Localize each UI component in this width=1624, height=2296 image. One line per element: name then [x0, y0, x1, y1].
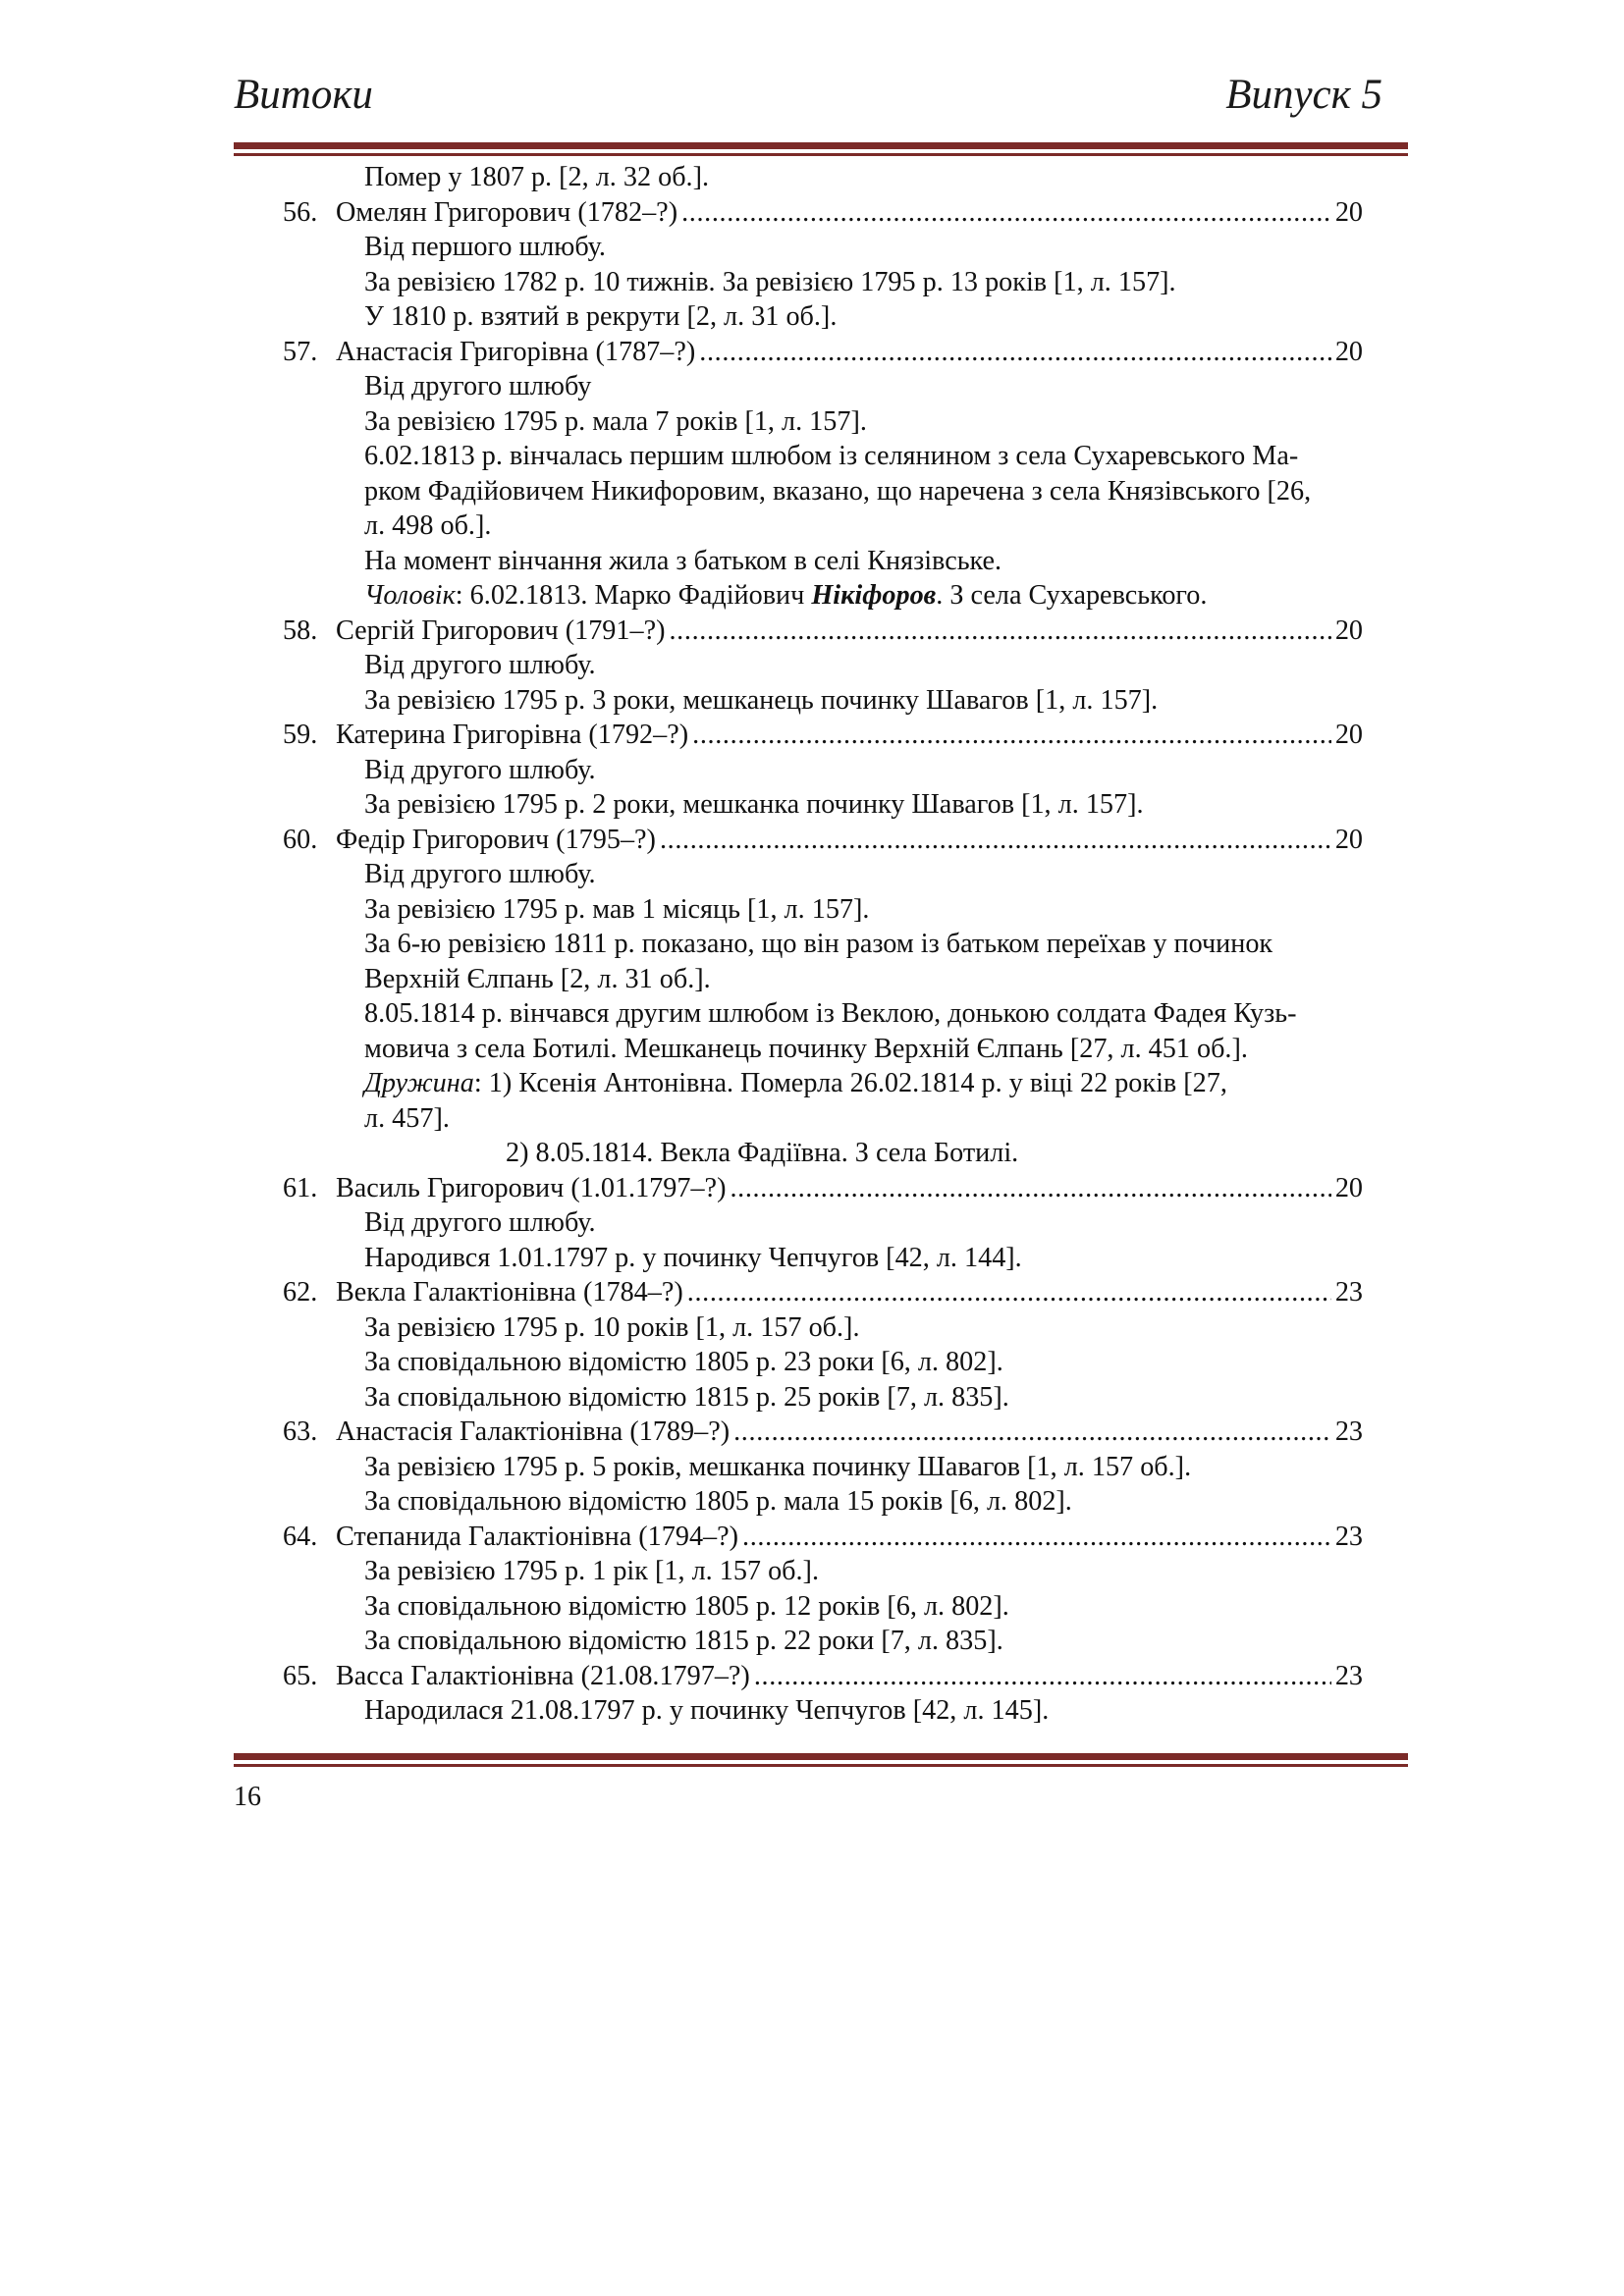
entry-number: 63. — [283, 1416, 318, 1447]
entry-line: Від другого шлюбу. — [364, 754, 596, 785]
entry-line: За 6-ю ревізією 1811 р. показано, що він разом із батьком переїхав у починок — [364, 929, 1273, 959]
entry-title: Анастасія Галактіонівна (1789–?) — [336, 1416, 731, 1447]
entry-line: л. 457]. — [364, 1102, 450, 1134]
entry-line: У 1810 р. взятий в рекрути [2, л. 31 об.]. — [364, 301, 838, 332]
entry-number: 65. — [283, 1660, 318, 1691]
entry-heading-59 — [283, 718, 1408, 753]
spouse-line — [283, 1066, 1408, 1101]
entry-page-ref: 23 — [1334, 1521, 1363, 1552]
entry-page-ref: 20 — [1334, 614, 1363, 646]
entry-line: 8.05.1814 р. вінчався другим шлюбом із Веклою, донькою солдата Фадея Кузь- — [364, 998, 1297, 1029]
entry-line: л. 498 об.]. — [364, 510, 492, 541]
entry-page-ref: 20 — [1334, 824, 1363, 855]
entry-line: За сповідальною відомістю 1805 р. 12 років [6, л. 802]. — [364, 1590, 1009, 1622]
entry-number: 58. — [283, 614, 318, 646]
entry-line: На момент вінчання жила з батьком в селі Князівське. — [364, 545, 1002, 576]
entry-heading-64 — [283, 1520, 1408, 1555]
entry-number: 62. — [283, 1277, 318, 1308]
running-header-title: Витоки — [234, 72, 373, 118]
entry-heading-57 — [283, 335, 1408, 370]
entry-page-ref: 20 — [1334, 336, 1363, 367]
entry-page-ref: 20 — [1334, 720, 1363, 750]
spouse-line — [283, 578, 1408, 614]
entry-number: 59. — [283, 720, 318, 750]
entry-title: Степанида Галактіонівна (1794–?) — [336, 1521, 739, 1552]
entry-line: 6.02.1813 р. вінчалась першим шлюбом із селянином з села Сухаревського Ма- — [364, 441, 1299, 471]
entry-title: Анастасія Григорівна (1787–?) — [336, 336, 696, 367]
entry-heading-63 — [283, 1415, 1408, 1450]
entry-title: Василь Григорович (1.01.1797–?) — [336, 1172, 727, 1203]
entry-line: рком Фадійовичем Никифоровим, вказано, що наречена з села Князівського [26, — [364, 475, 1312, 507]
entry-line: Народився 1.01.1797 р. у починку Чепчугов [42, л. 144]. — [364, 1242, 1022, 1273]
entry-line: Від другого шлюбу. — [364, 650, 596, 680]
header-rule — [234, 142, 1408, 156]
entry-number: 60. — [283, 824, 318, 855]
leader-dots — [754, 1659, 1331, 1694]
entry-line: За ревізією 1795 р. 3 роки, мешканець починку Шавагов [1, л. 157]. — [364, 684, 1159, 716]
leader-dots — [730, 1171, 1330, 1206]
entry-page-ref: 23 — [1334, 1277, 1363, 1308]
leader-dots — [660, 823, 1331, 858]
entry-title: Федір Григорович (1795–?) — [336, 824, 656, 855]
entry-line: Помер у 1807 р. [2, л. 32 об.]. — [364, 162, 710, 192]
entry-heading-56 — [283, 195, 1408, 231]
entry-title: Васса Галактіонівна (21.08.1797–?) — [336, 1660, 750, 1691]
entry-line: За ревізією 1795 р. мав 1 місяць [1, л. 157]. — [364, 893, 870, 925]
entry-page-ref: 23 — [1334, 1416, 1363, 1447]
entry-line: Від другого шлюбу — [364, 371, 592, 401]
entry-line: За ревізією 1795 р. 10 років [1, л. 157 об.]. — [364, 1311, 860, 1343]
entry-page-ref: 20 — [1334, 1172, 1363, 1203]
page-body — [283, 160, 1408, 1729]
entry-line: За ревізією 1795 р. 1 рік [1, л. 157 об.]. — [364, 1556, 819, 1586]
entry-line: За сповідальною відомістю 1815 р. 25 років [7, л. 835]. — [364, 1381, 1009, 1413]
entry-heading-58 — [283, 614, 1408, 649]
entry-line: Верхній Єлпань [2, л. 31 об.]. — [364, 963, 711, 994]
entry-page-ref: 23 — [1334, 1660, 1363, 1691]
spouse-text: : 6.02.1813. Марко Фадійович — [455, 580, 812, 611]
running-header-issue: Випуск 5 — [1225, 72, 1382, 118]
leader-dots — [733, 1415, 1331, 1450]
leader-dots — [681, 195, 1331, 231]
entry-page-ref: 20 — [1334, 196, 1363, 228]
entry-number: 61. — [283, 1172, 318, 1203]
spouse-origin: . З села Сухаревського. — [936, 580, 1208, 611]
leader-dots — [699, 335, 1331, 370]
entry-heading-60 — [283, 823, 1408, 858]
entry-line: За сповідальною відомістю 1805 р. 23 роки [6, л. 802]. — [364, 1347, 1003, 1377]
entry-title: Векла Галактіонівна (1784–?) — [336, 1277, 683, 1308]
entry-line: мовича з села Ботилі. Мешканець починку Верхній Єлпань [27, л. 451 об.]. — [364, 1033, 1248, 1064]
page-number: 16 — [234, 1782, 261, 1812]
entry-line: Від другого шлюбу. — [364, 1207, 596, 1238]
entry-heading-65 — [283, 1659, 1408, 1694]
entry-title: Сергій Григорович (1791–?) — [336, 614, 666, 646]
spouse-line-second: 2) 8.05.1814. Векла Фадіївна. З села Ботилі. — [506, 1138, 1019, 1168]
entry-line: За ревізією 1782 р. 10 тижнів. За ревізією 1795 р. 13 років [1, л. 157]. — [364, 266, 1176, 297]
spouse-text: : 1) Ксенія Антонівна. Померла 26.02.1814 р. у віці 22 років [27, — [473, 1068, 1227, 1098]
entry-line: За сповідальною відомістю 1805 р. мала 15 років [6, л. 802]. — [364, 1486, 1072, 1517]
footer-rule — [234, 1753, 1408, 1767]
leader-dots — [669, 614, 1330, 649]
entry-title: Катерина Григорівна (1792–?) — [336, 720, 689, 750]
entry-line: Від першого шлюбу. — [364, 232, 606, 262]
entry-title: Омелян Григорович (1782–?) — [336, 196, 678, 228]
entry-line: Народилася 21.08.1797 р. у починку Чепчугов [42, л. 145]. — [364, 1695, 1050, 1726]
entry-line: Від другого шлюбу. — [364, 859, 596, 889]
entry-line: За сповідальною відомістю 1815 р. 22 роки [7, л. 835]. — [364, 1626, 1003, 1656]
leader-dots — [742, 1520, 1331, 1555]
leader-dots — [692, 718, 1331, 753]
spouse-label: Дружина — [364, 1068, 474, 1098]
spouse-label: Чоловік — [364, 580, 456, 611]
entry-heading-62 — [283, 1275, 1408, 1310]
leader-dots — [687, 1275, 1331, 1310]
entry-number: 56. — [283, 196, 318, 228]
entry-line: За ревізією 1795 р. мала 7 років [1, л. 157]. — [364, 405, 867, 437]
entry-line: За ревізією 1795 р. 2 роки, мешканка починку Шавагов [1, л. 157]. — [364, 789, 1144, 820]
entry-line: За ревізією 1795 р. 5 років, мешканка починку Шавагов [1, л. 157 об.]. — [364, 1451, 1192, 1482]
entry-number: 64. — [283, 1521, 318, 1552]
entry-number: 57. — [283, 336, 318, 367]
entry-heading-61 — [283, 1171, 1408, 1206]
spouse-surname: Нікіфоров — [811, 580, 937, 611]
